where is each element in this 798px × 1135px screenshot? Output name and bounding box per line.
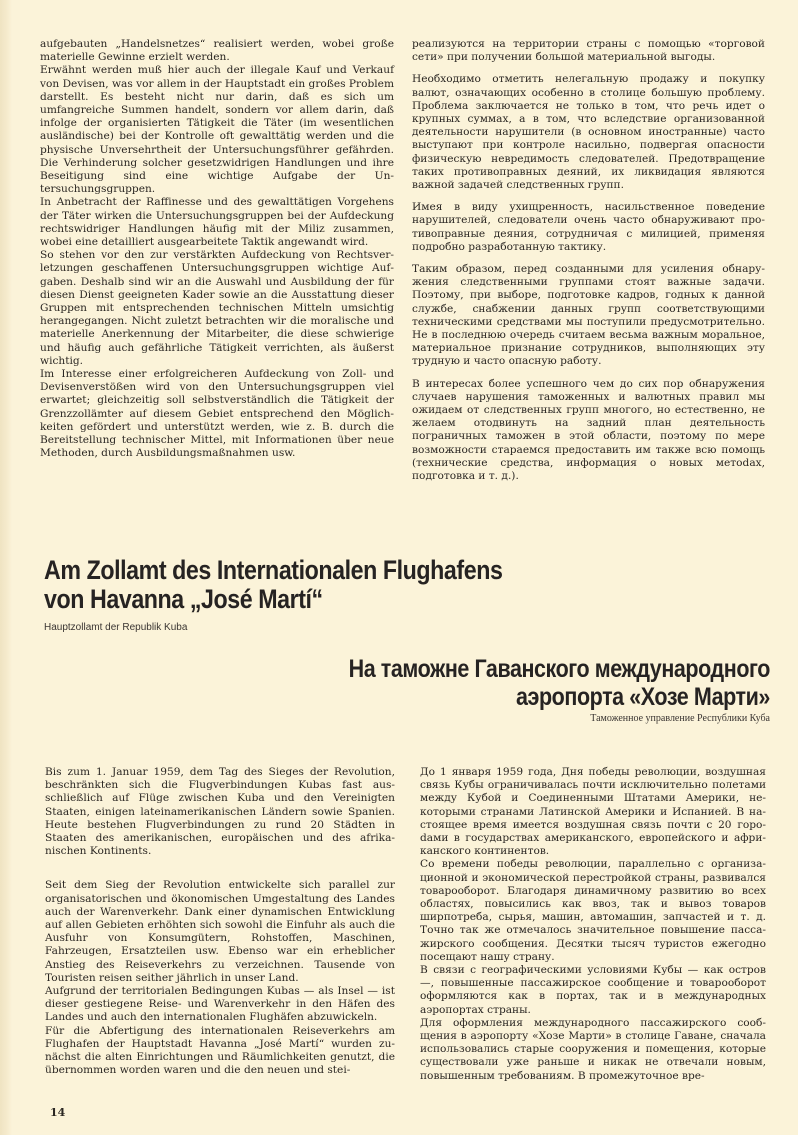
top-left-column [40, 38, 394, 461]
paragraph: Erwähnt werden muß hier auch der illegale Kauf und Verkauf von Devisen, was vor allem in der Hauptstadt ein großes Problem darstellt. Es besteht nicht nur darin, daß es sich um umfangreiche Summen handelt, sondern vor allem darin, daß infolge der organisierten Tätigkeit die Täter (im wesentlichen ausländische) bei der Kontrolle oft gewalttätig werden und die physische Unversehrtheit der Untersuchungsführer gefährden. Die Verhinderung solcher gesetzwidrigen Handlungen und ihre Beseitigung sind eine wichtige Aufgabe der Untersuchungsgruppen. [40, 64, 394, 196]
german-article-body [45, 766, 395, 1077]
paragraph: Für die Abfertigung des internationalen Reiseverkehrs am Flughafen der Hauptstadt Havanna „José Martí“ wurden zunächst die alten Einrichtungen und Räumlichkeiten genutzt, die übernommen worden waren und die den neuen und stei- [45, 1024, 395, 1077]
paragraph: В интересах более успешного чем до сих пор обнаружения случаев нарушения таможенных и валютных правил мы ожидаем от следственных групп многого, но естественно, не желаем отодвинуть на задний план деятельность пограничных таможен в этой области, поэтому по мере возможности стараемся предоставить им также всю помощь (технические средства, информация о новых метоdах, подготовка и т. д.). [412, 377, 765, 483]
paragraph: In Anbetracht der Raffinesse und des gewalttätigen Vorgehens der Täter wirken die Untersuchungsgruppen bei der Aufdeckung rechtswidriger Handlungen häufig mit der Miliz zusammen, wobei eine detailliert ausgearbeitete Taktik angewandt wird. [40, 196, 394, 249]
paragraph: В связи с географическими условиями Кубы — как остров —, повышенные пассажирское сообщение и товарооборот оформляются как в портах, так и в международных аэропортах страны. [420, 964, 766, 1016]
russian-article-author: Таможенное управление Республики Куба [590, 713, 770, 724]
german-article-title [44, 556, 502, 614]
russian-article-body [420, 766, 766, 1083]
german-title-line-1: Am Zollamt des Internationalen Flughafens [44, 555, 503, 585]
paragraph: Aufgrund der territorialen Bedingungen Kubas — als Insel — ist dieser gestiegene Reise- und Warenverkehr in den Häfen des Landes und auch den internationalen Flughäfen abzuwickeln. [45, 985, 395, 1024]
paragraph: Со времени победы революции, параллельно с организационной и экономической перестройкой страны, развивался товарооборот. Благодаря динамичному развитию во всех областях, повысились как ввоз, так и вывоз товаров ширпотреба, сырья, машин, автомашин, запчастей и т. д. Точно так же отмечалось значительное повышение пассажирского сообщения. Десятки тысяч туристов ежегодно посещают нашу страну. [420, 858, 766, 963]
paragraph: Bis zum 1. Januar 1959, dem Tag des Sieges der Revolution, beschränkten sich die Flugverbindungen Kubas fast ausschließlich auf Flüge zwischen Kuba und den Vereinigten Staaten, einigen lateinamerikanischen Ländern sowie Spanien. Heute bestehen Flugverbindungen zu rund 20 Städten in Staaten des amerikanischen, europäischen und des afrikanischen Kontinents. [45, 766, 395, 858]
paragraph: До 1 января 1959 года, Дня победы революции, воздушная связь Кубы ограничивалась почти исключительно полетами между Кубой и Соединенными Штатами Америки, некоторыми странами Латинской Америки и Испанией. В настоящее время имеется воздушная связь почти с 20 гороdами в государствах американского, европейского и африканского континентов. [420, 766, 766, 858]
german-article-author: Hauptzollamt der Republik Kuba [44, 622, 188, 633]
paragraph: реализуются на территории страны с помощью «торговой сети» при получении большой материальной выгоды. [412, 38, 765, 64]
paragraph: Im Interesse einer erfolgreicheren Aufdeckung von Zoll- und Devisenverstößen wird von den Untersuchungsgruppen viel erwartet; gleichzeitig soll selbstverständlich die Tätigkeit der Grenzzollämter auf diesem Gebiet entsprechend den Möglichkeiten gefördert und unterstützt werden, wie z. B. durch die Bereitstellung technischer Mittel, mit Informationen über neue Methoden, durch Ausbildungsmaßnahmen usw. [40, 368, 394, 460]
german-title-line-2: von Havanna „José Martí“ [44, 584, 323, 614]
paragraph: Seit dem Sieg der Revolution entwickelte sich parallel zur organisatorischen und ökonomischen Umgestaltung des Landes auch der Warenverkehr. Dank einer dynamischen Entwicklung auf allen Gebieten erhöhten sich sowohl die Einfuhr als auch die Ausfuhr von Konsumgütern, Rohstoffen, Maschinen, Fahrzeugen, Ersatzteilen usw. Ebenso war ein erheblicher Anstieg des Reiseverkehrs zu verzeichnen. Tausende von Touristen reisen seither jährlich in unser Land. [45, 879, 395, 984]
paragraph: Необходимо отметить нелегальную продажу и покупку валют, означающих особенно в столице большую проблему. Проблема заключается не только в том, что речь идет о крупных суммах, а в том, что вследствие организованной деятельности нарушители (в основном иностранные) часто выступают при контроле насильно, подвергая опасности физическую невредимость следователей. Предотвращение таких противоправных деяний, их ликвидация являются важной задачей следственных групп. [412, 73, 765, 192]
russian-title-line-1: На таможне Гаванского международного [348, 655, 770, 683]
paragraph: aufgebauten „Handelsnetzes“ realisiert werden, wobei große materielle Gewinne erzielt werden. [40, 38, 394, 64]
page-number: 14 [50, 1106, 66, 1119]
russian-article-title [349, 655, 770, 711]
paragraph: Таким образом, перед созданными для усиления обнаружения следственными группами стоят важные задачи. Поэтому, при выборе, подготовке кадров, годных к данной службе, снабжении данных групп соответствующими техническими средствами мы поступили предусмотрительно. Не в последнюю очередь считаем весьма важным моральное, материальное признание сотрудников, выполняющих эту трудную и часто опасную работу. [412, 263, 765, 368]
paragraph: So stehen vor den zur verstärkten Aufdeckung von Rechtsverletzungen geschaffenen Untersuchungsgruppen wichtige Aufgaben. Deshalb sind wir an die Auswahl und Ausbildung der für diesen Dienst geeigneten Kader sowie an die Ausstattung dieser Gruppen mit entsprechenden technischen Mitteln umsichtig herangegangen. Nicht zuletzt betrachten wir die moralische und materielle Anerkennung der Mitarbeiter, die diese schwierige und häufig auch gefährliche Tätigkeit verrichten, als äußerst wichtig. [40, 249, 394, 367]
paragraph: Для оформления международного пассажирского сообщения в аэропорту «Хозе Марти» в столице Гаване, сначала использовались старые сооружения и помещения, которые существовали уже раньше и никак не отвечали новым, повышенным требованиям. В промежуточное вре- [420, 1016, 766, 1082]
paragraph: Имея в виду ухищренность, насильственное поведение нарушителей, следователи очень часто обнаруживают противоправные деяния, сотрудничая с милицией, применяя подробно разработанную тактику. [412, 201, 765, 253]
russian-title-line-2: аэропорта «Хозе Марти» [516, 683, 770, 711]
page-edge [0, 0, 12, 1135]
top-right-column [412, 38, 765, 483]
